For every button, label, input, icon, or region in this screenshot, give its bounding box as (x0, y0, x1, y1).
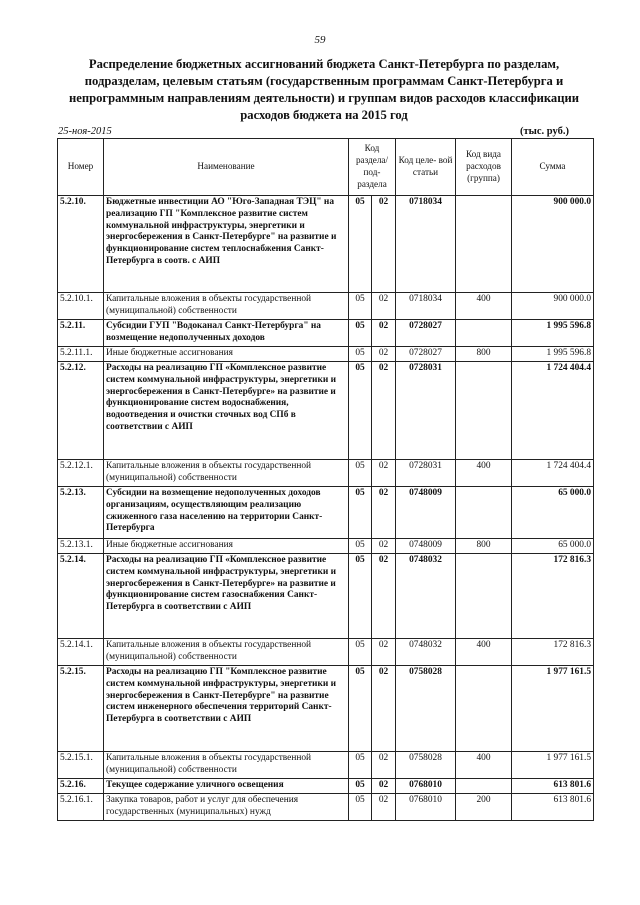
row-name: Капитальные вложения в объекты государственной (муниципальной) собственности (104, 460, 349, 487)
row-subsection-code: 02 (372, 779, 396, 794)
row-target-code: 0728027 (396, 320, 456, 347)
table-row (58, 779, 594, 794)
table-row (58, 639, 594, 666)
document-title: Распределение бюджетных ассигнований бюджета Санкт-Петербурга по разделам, подразделам, целевым статьям (государственным программам Санкт-Петербурга и непрограммным направлениям деятельности) и группам видов расходов классификации расходов бюджета на 2015 год (69, 57, 579, 122)
page-number: 59 (314, 34, 326, 46)
row-sum: 1 724 404.4 (512, 460, 594, 487)
row-name: Расходы на реализацию ГП "Комплексное развитие систем коммунальной инфраструктуры, энергетики и энергосбережения в Санкт-Петербурге" на развитие систем инженерного обеспечения территорий Санкт-Петербурга в соответствии с АИП (104, 666, 349, 752)
row-number: 5.2.14.1. (58, 639, 104, 666)
header-target: Код целе- вой статьи (396, 139, 456, 196)
row-subsection-code: 02 (372, 554, 396, 639)
table-row (58, 293, 594, 320)
row-target-code: 0728027 (396, 347, 456, 362)
row-section-code: 05 (349, 460, 372, 487)
row-target-code: 0748032 (396, 639, 456, 666)
row-section-code: 05 (349, 347, 372, 362)
header-name: Наименование (104, 139, 349, 196)
row-subsection-code: 02 (372, 752, 396, 779)
table-row (58, 539, 594, 554)
row-sum: 613 801.6 (512, 779, 594, 794)
row-sum: 65 000.0 (512, 487, 594, 539)
row-subsection-code: 02 (372, 347, 396, 362)
row-number: 5.2.14. (58, 554, 104, 639)
row-section-code: 05 (349, 666, 372, 752)
row-name: Расходы на реализацию ГП «Комплексное развитие систем коммунальной инфраструктуры, энергетики и энергосбережения в Санкт-Петербурге» на развитие и функционирование систем газоснабжения Санкт-Петербурга в соответствии с АИП (104, 554, 349, 639)
row-expense-type: 400 (456, 752, 512, 779)
row-expense-type: 400 (456, 639, 512, 666)
table-row (58, 196, 594, 293)
table-row (58, 320, 594, 347)
row-number: 5.2.16. (58, 779, 104, 794)
row-section-code: 05 (349, 293, 372, 320)
row-name: Капитальные вложения в объекты государственной (муниципальной) собственности (104, 639, 349, 666)
row-sum: 1 995 596.8 (512, 320, 594, 347)
row-target-code: 0758028 (396, 666, 456, 752)
table-header-row (58, 139, 594, 196)
row-expense-type (456, 320, 512, 347)
row-number: 5.2.11. (58, 320, 104, 347)
row-name: Бюджетные инвестиции АО "Юго-Западная ТЭЦ" на реализацию ГП "Комплексное развитие систем коммунальной инфраструктуры, энергетики и энергосбережения в Санкт-Петербурге" на развитие и функционирование систем теплоснабжения Санкт-Петербурга в соотв. с АИП (104, 196, 349, 293)
row-number: 5.2.11.1. (58, 347, 104, 362)
row-target-code: 0758028 (396, 752, 456, 779)
row-subsection-code: 02 (372, 362, 396, 460)
row-expense-type: 800 (456, 539, 512, 554)
row-subsection-code: 02 (372, 639, 396, 666)
table-row (58, 347, 594, 362)
row-number: 5.2.15. (58, 666, 104, 752)
row-expense-type (456, 487, 512, 539)
row-subsection-code: 02 (372, 293, 396, 320)
row-expense-type: 400 (456, 293, 512, 320)
row-name: Расходы на реализацию ГП «Комплексное развитие систем коммунальной инфраструктуры, энергетики и энергосбережения в Санкт-Петербурге» на развитие и функционирование систем водоснабжения, водоотведения и очистки сточных вод СПб в соответствии с АИП (104, 362, 349, 460)
row-subsection-code: 02 (372, 487, 396, 539)
row-number: 5.2.13. (58, 487, 104, 539)
row-number: 5.2.13.1. (58, 539, 104, 554)
row-number: 5.2.12. (58, 362, 104, 460)
row-name: Субсидии ГУП "Водоканал Санкт-Петербурга" на возмещение недополученных доходов (104, 320, 349, 347)
table-row (58, 752, 594, 779)
row-number: 5.2.15.1. (58, 752, 104, 779)
row-target-code: 0768010 (396, 794, 456, 821)
row-target-code: 0768010 (396, 779, 456, 794)
table-row (58, 487, 594, 539)
row-number: 5.2.12.1. (58, 460, 104, 487)
row-section-code: 05 (349, 362, 372, 460)
table-row (58, 554, 594, 639)
row-sum: 1 995 596.8 (512, 347, 594, 362)
row-sum: 172 816.3 (512, 639, 594, 666)
row-expense-type (456, 554, 512, 639)
row-name: Капитальные вложения в объекты государственной (муниципальной) собственности (104, 293, 349, 320)
header-section: Код раздела/ под- раздела (349, 139, 396, 196)
row-number: 5.2.10.1. (58, 293, 104, 320)
row-section-code: 05 (349, 539, 372, 554)
table-body (58, 196, 594, 821)
row-target-code: 0748032 (396, 554, 456, 639)
row-name: Иные бюджетные ассигнования (104, 539, 349, 554)
header-expense-type: Код вида расходов (группа) (456, 139, 512, 196)
row-name: Субсидии на возмещение недополученных доходов организациям, осуществляющим реализацию сжиженного газа населению на территории Санкт-Петербурга (104, 487, 349, 539)
row-subsection-code: 02 (372, 794, 396, 821)
row-section-code: 05 (349, 752, 372, 779)
row-sum: 65 000.0 (512, 539, 594, 554)
row-section-code: 05 (349, 639, 372, 666)
row-target-code: 0748009 (396, 487, 456, 539)
row-subsection-code: 02 (372, 196, 396, 293)
row-expense-type (456, 666, 512, 752)
document-date: 25-ноя-2015 (58, 126, 112, 137)
row-section-code: 05 (349, 196, 372, 293)
row-target-code: 0728031 (396, 362, 456, 460)
row-expense-type: 200 (456, 794, 512, 821)
header-sum: Сумма (512, 139, 594, 196)
row-expense-type (456, 779, 512, 794)
row-target-code: 0728031 (396, 460, 456, 487)
row-expense-type: 800 (456, 347, 512, 362)
row-sum: 1 977 161.5 (512, 666, 594, 752)
row-subsection-code: 02 (372, 539, 396, 554)
table-row (58, 666, 594, 752)
row-section-code: 05 (349, 487, 372, 539)
table-row (58, 460, 594, 487)
row-section-code: 05 (349, 320, 372, 347)
row-subsection-code: 02 (372, 320, 396, 347)
row-section-code: 05 (349, 794, 372, 821)
row-sum: 613 801.6 (512, 794, 594, 821)
row-name: Текущее содержание уличного освещения (104, 779, 349, 794)
row-section-code: 05 (349, 779, 372, 794)
row-target-code: 0748009 (396, 539, 456, 554)
row-number: 5.2.16.1. (58, 794, 104, 821)
row-name: Иные бюджетные ассигнования (104, 347, 349, 362)
row-number: 5.2.10. (58, 196, 104, 293)
row-sum: 900 000.0 (512, 196, 594, 293)
row-sum: 900 000.0 (512, 293, 594, 320)
row-expense-type (456, 362, 512, 460)
row-sum: 1 977 161.5 (512, 752, 594, 779)
row-subsection-code: 02 (372, 460, 396, 487)
table-row (58, 794, 594, 821)
row-name: Капитальные вложения в объекты государственной (муниципальной) собственности (104, 752, 349, 779)
header-number: Номер (58, 139, 104, 196)
row-section-code: 05 (349, 554, 372, 639)
row-expense-type (456, 196, 512, 293)
row-name: Закупка товаров, работ и услуг для обеспечения государственных (муниципальных) нужд (104, 794, 349, 821)
row-sum: 172 816.3 (512, 554, 594, 639)
row-sum: 1 724 404.4 (512, 362, 594, 460)
row-target-code: 0718034 (396, 196, 456, 293)
row-expense-type: 400 (456, 460, 512, 487)
budget-table (57, 138, 594, 821)
units-label: (тыс. руб.) (520, 126, 569, 137)
row-subsection-code: 02 (372, 666, 396, 752)
table-row (58, 362, 594, 460)
row-target-code: 0718034 (396, 293, 456, 320)
